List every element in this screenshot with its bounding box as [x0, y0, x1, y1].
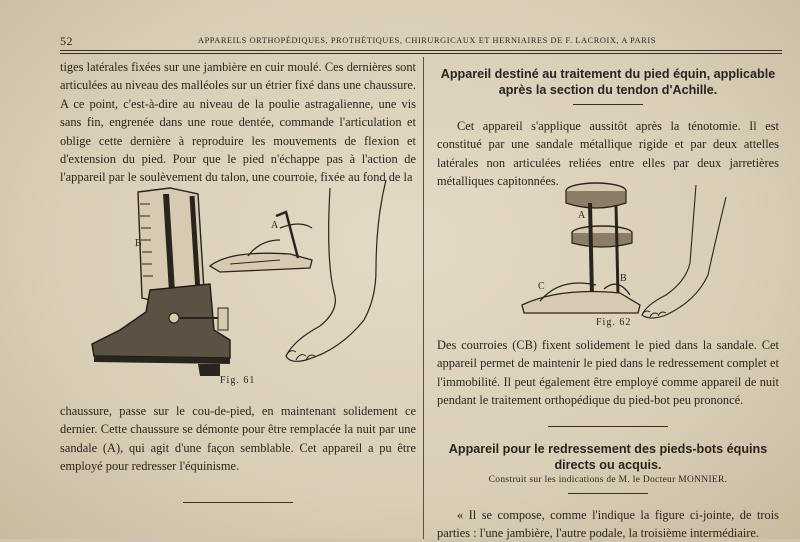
- left-paragraph-bottom: chaussure, passe sur le cou-de-pied, en maintenant solidement ce dernier. Cette chaussure se démonte pour être remplacée la nuit par une sandale (A), qui agit d'une façon semblable. Cet appareil a pu être employé pour redresser l'équinisme.: [60, 404, 416, 474]
- heading-rule-2: [568, 493, 648, 494]
- figure-62: [500, 177, 740, 327]
- section-heading-pieds-bots: Appareil pour le redressement des pieds-bots équins directs ou acquis.: [448, 441, 768, 472]
- figure-62-illustration: [500, 177, 740, 327]
- right-paragraph-2: Des courroies (CB) fixent solidement le pied dans la sandale. Cet appareil permet de maintenir le pied dans le redressement complet et l'immobilité. Il peut également être employé comme appareil de nuit pendant le traitement orthopédique du pied-bot peu prononcé.: [437, 338, 779, 408]
- figure-61-caption: Fig. 61: [220, 375, 256, 386]
- right-column: [437, 58, 779, 191]
- left-column-bottom: [60, 402, 416, 503]
- left-section-rule: [183, 502, 293, 503]
- figure-62-label-b: B: [620, 273, 628, 284]
- left-column: [60, 58, 416, 187]
- figure-61-label-b: B: [135, 238, 143, 249]
- heading-rule-1: [573, 104, 643, 105]
- section-heading-pied-equin: Appareil destiné au traitement du pied équin, applicable après la section du tendon d'Achille.: [440, 67, 776, 97]
- figure-62-caption: Fig. 62: [596, 317, 632, 328]
- header-rule-bottom: [60, 53, 782, 54]
- right-paragraph-3: « Il se compose, comme l'indique la figure ci-jointe, de trois parties : l'une jambière, l'autre podale, la troisième intermédiaire.: [437, 507, 779, 541]
- section-rule-right: [548, 426, 668, 427]
- figure-61: [80, 180, 420, 395]
- figure-61-illustration: [80, 180, 420, 395]
- right-paragraph-1: Cet appareil s'applique aussitôt après la ténotomie. Il est constitué par une sandale métallique rigide et par deux attelles latérales non articulées reliées entre elles par deux jarretières métalliques capitonnées.: [437, 119, 779, 189]
- header-rule-top: [60, 50, 782, 51]
- running-head: [60, 34, 782, 50]
- column-divider: [423, 57, 424, 539]
- figure-62-label-c: C: [538, 281, 546, 292]
- figure-61-label-a: A: [271, 220, 280, 231]
- page-number: 52: [60, 34, 73, 48]
- left-paragraph-top: tiges latérales fixées sur une jambière en cuir moulé. Ces dernières sont articulées au niveau des malléoles sur un étrier fixé dans une chaussure. A ce point, c'est-à-dire au niveau de la poulie astragalienne, une vis sans fin, engrenée dans une roue dentée, commande l'articulation et oblige cette dernière à reproduire les mouvements de flexion et d'extension du pied. Pour que le pied n'échappe pas à l'action de l'appareil par le soulèvement du talon, une courroie, fixée au fond de la: [60, 60, 416, 185]
- running-title: APPAREILS ORTHOPÉDIQUES, PROTHÉTIQUES, CHIRURGICAUX ET HERNIAIRES DE F. LACROIX, A PARIS: [198, 36, 656, 45]
- right-column-lower: [437, 336, 779, 542]
- section-credit: Construit sur les indications de M. le Docteur MONNIER.: [488, 474, 728, 485]
- figure-62-label-a: A: [578, 210, 587, 221]
